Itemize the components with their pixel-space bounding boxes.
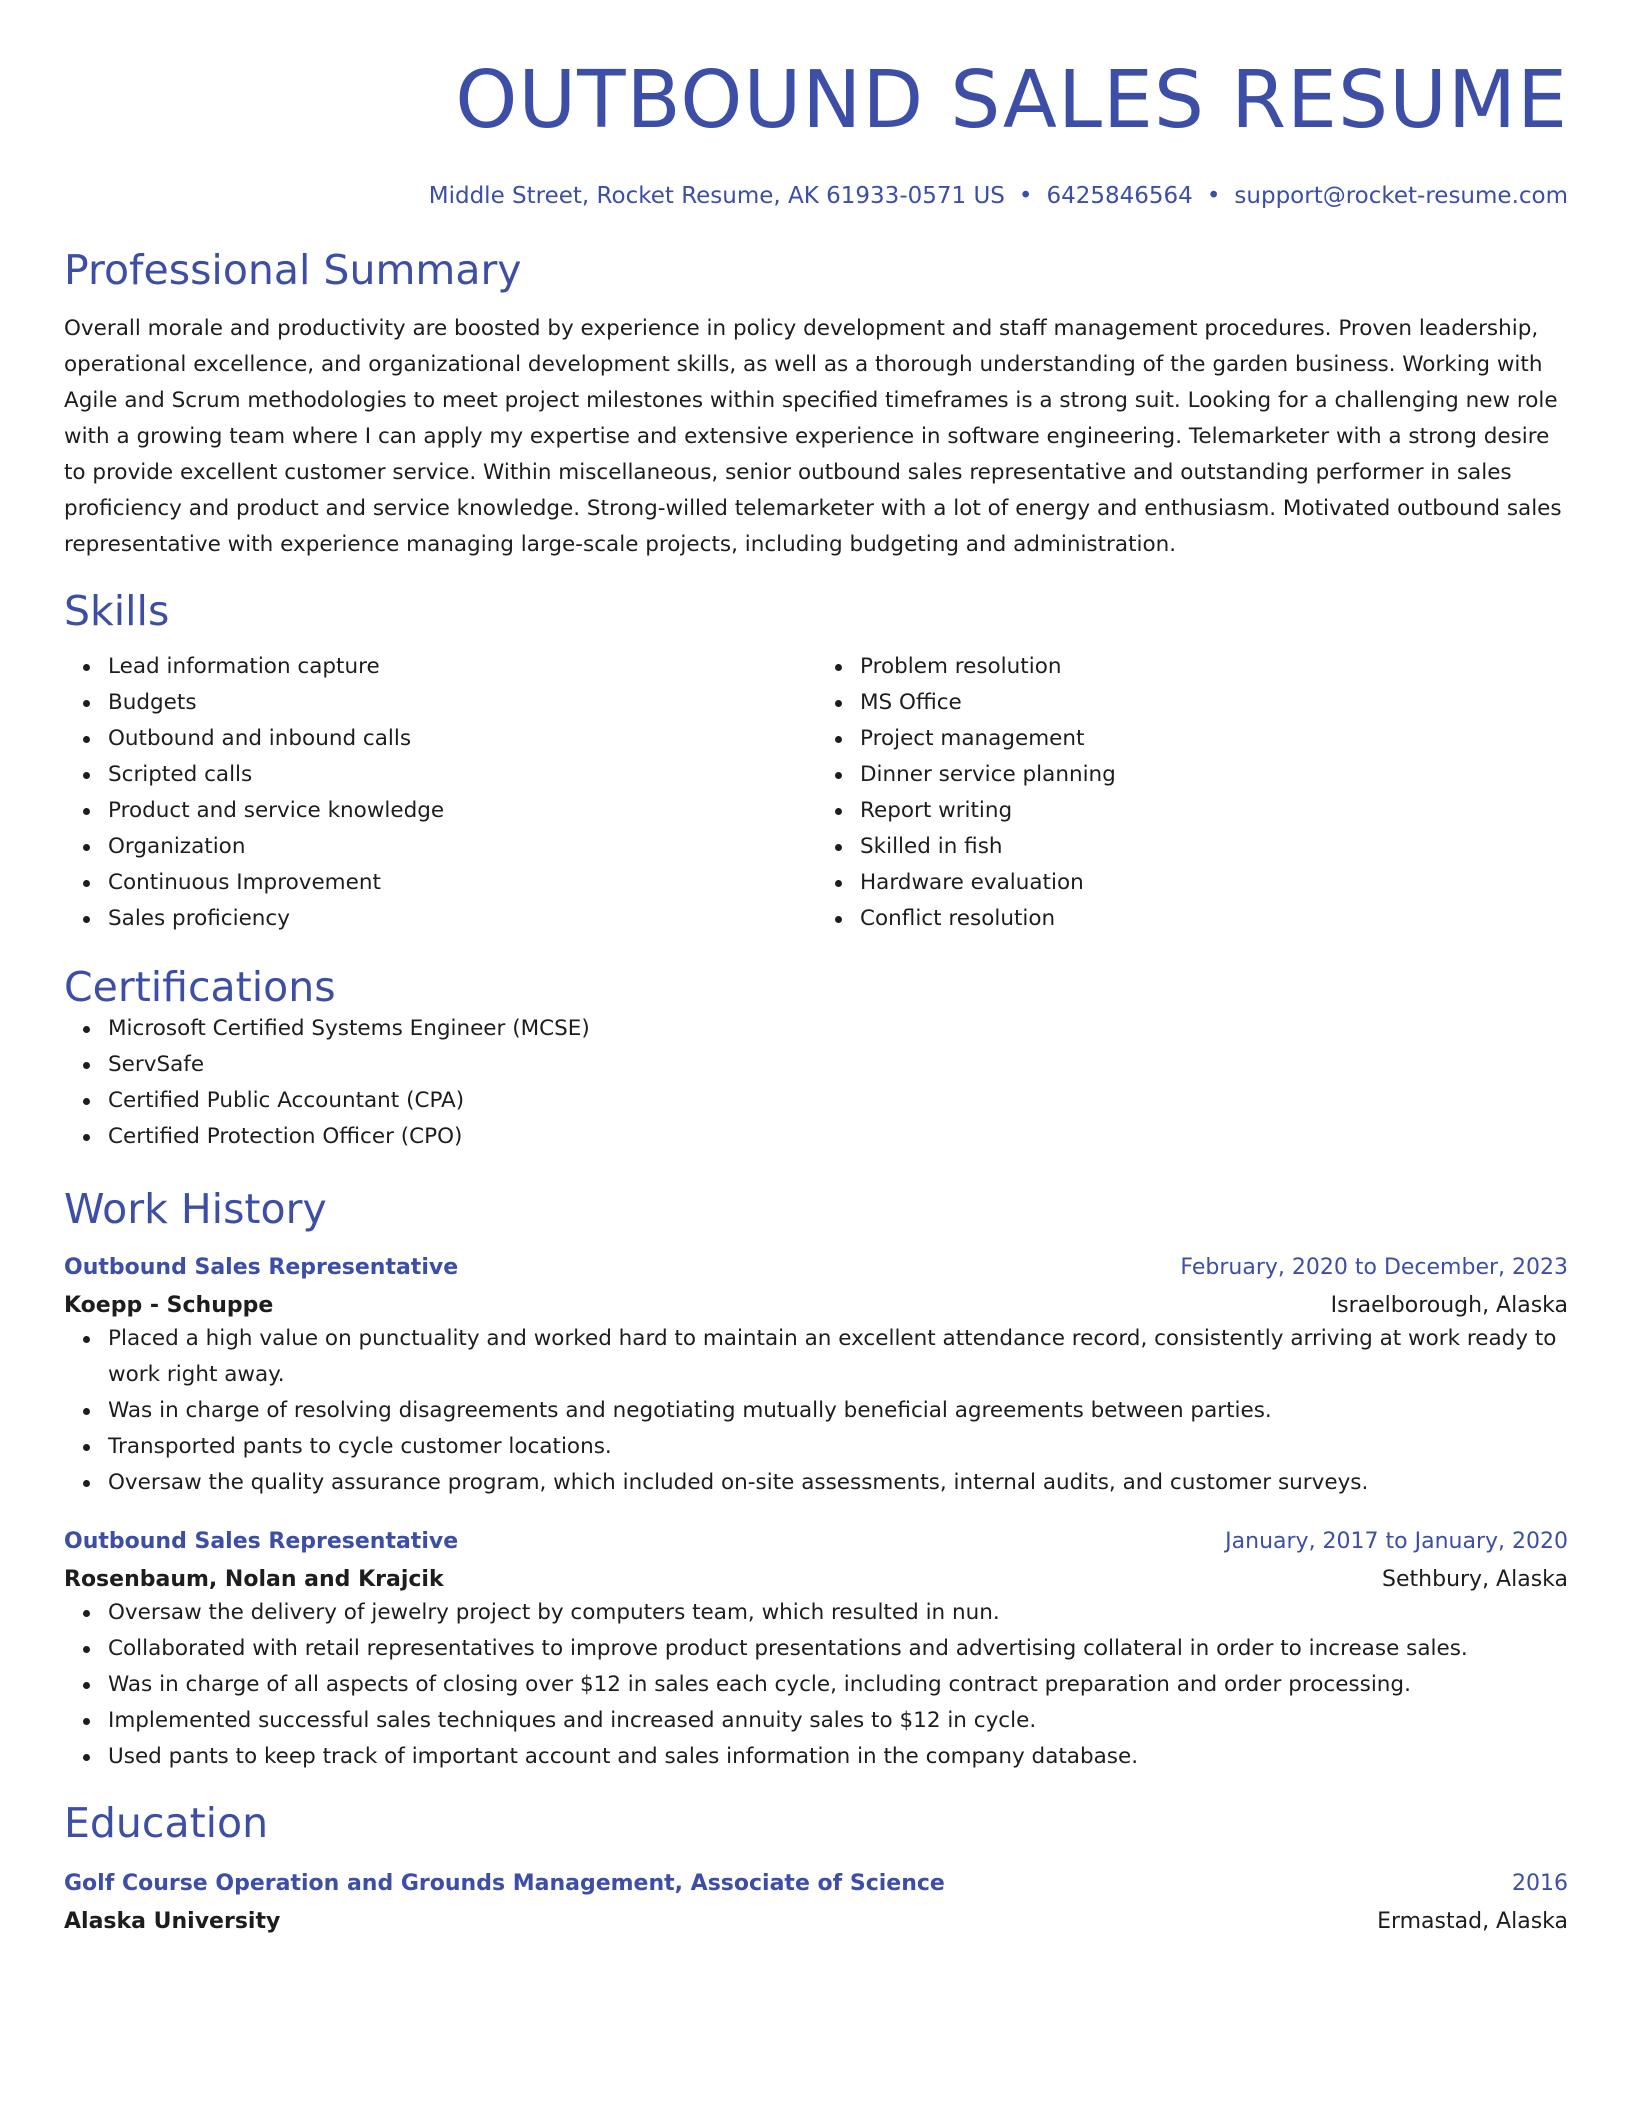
skill-item: Continuous Improvement [108,865,816,901]
contact-address: Middle Street, Rocket Resume, AK 61933-0571 US [428,183,1005,209]
summary-heading: Professional Summary [64,246,522,294]
contact-separator: • [1018,183,1033,209]
contact-line [64,182,1568,210]
education-entry [64,1869,1568,1937]
skills-columns [64,649,1568,937]
education-school: Alaska University [64,1909,281,1934]
job-dates: January, 2017 to January, 2020 [1225,1529,1568,1554]
job-bullet: Oversaw the delivery of jewelry project by computers team, which resulted in nun. [108,1595,1568,1631]
education-degree: Golf Course Operation and Grounds Management, Associate of Science [64,1871,945,1896]
skill-item: Sales proficiency [108,901,816,937]
skill-item: Dinner service planning [860,757,1568,793]
certification-item: Certified Public Accountant (CPA) [108,1083,1568,1119]
skill-item: Outbound and inbound calls [108,721,816,757]
job-employer: Rosenbaum, Nolan and Krajcik [64,1567,444,1592]
summary-text: Overall morale and productivity are boosted by experience in policy development and staff management procedures. Proven leadership, operational excellence, and organizational development skills, as well as a thorough understanding of the garden business. Working with Agile and Scrum methodologies to meet project milestones within specified timeframes is a strong suit. Looking for a challenging new role with a growing team where I can apply my expertise and extensive experience in software engineering. Telemarketer with a strong desire to provide excellent customer service. Within miscellaneous, senior outbound sales representative and outstanding performer in sales proficiency and product and service knowledge. Strong-willed telemarketer with a lot of energy and enthusiasm. Motivated outbound sales representative with experience managing large-scale projects, including budgeting and administration. [64,316,1562,557]
education-location: Ermastad, Alaska [1377,1909,1568,1934]
contact-email: support@rocket-resume.com [1234,183,1568,209]
education-heading: Education [64,1799,269,1847]
job-bullets [64,1595,1568,1775]
skills-heading: Skills [64,587,170,635]
skills-list-left [64,649,816,937]
contact-separator: • [1206,183,1221,209]
skill-item: Lead information capture [108,649,816,685]
job-bullet: Oversaw the quality assurance program, which included on-site assessments, internal audits, and customer surveys. [108,1465,1568,1501]
skill-item: Organization [108,829,816,865]
skill-item: Scripted calls [108,757,816,793]
skill-item: MS Office [860,685,1568,721]
job-location: Sethbury, Alaska [1382,1567,1568,1592]
certifications-heading: Certifications [64,963,336,1011]
resume-title: OUTBOUND SALES RESUME [455,54,1568,146]
job-bullet: Used pants to keep track of important account and sales information in the company database. [108,1739,1568,1775]
skill-item: Report writing [860,793,1568,829]
education-year: 2016 [1512,1871,1568,1896]
job-bullet: Transported pants to cycle customer locations. [108,1429,1568,1465]
job-bullet: Placed a high value on punctuality and worked hard to maintain an excellent attendance record, consistently arriving at work ready to work right away. [108,1321,1568,1393]
skill-item: Skilled in fish [860,829,1568,865]
job-bullet: Implemented successful sales techniques and increased annuity sales to $12 in cycle. [108,1703,1568,1739]
job-entry [64,1527,1568,1775]
skill-item: Problem resolution [860,649,1568,685]
skill-item: Budgets [108,685,816,721]
skill-item: Project management [860,721,1568,757]
job-entry [64,1253,1568,1501]
job-location: Israelborough, Alaska [1330,1293,1568,1318]
job-bullet: Was in charge of all aspects of closing over $12 in sales each cycle, including contract preparation and order processing. [108,1667,1568,1703]
certification-item: Microsoft Certified Systems Engineer (MCSE) [108,1011,1568,1047]
work-history-heading: Work History [64,1185,327,1233]
skills-list-right [816,649,1568,937]
certification-item: ServSafe [108,1047,1568,1083]
job-bullet: Was in charge of resolving disagreements and negotiating mutually beneficial agreements between parties. [108,1393,1568,1429]
skill-item: Product and service knowledge [108,793,816,829]
job-title: Outbound Sales Representative [64,1255,459,1280]
job-bullets [64,1321,1568,1501]
job-bullet: Collaborated with retail representatives to improve product presentations and advertising collateral in order to increase sales. [108,1631,1568,1667]
contact-phone: 6425846564 [1046,183,1193,209]
job-title: Outbound Sales Representative [64,1529,459,1554]
skill-item: Hardware evaluation [860,865,1568,901]
job-dates: February, 2020 to December, 2023 [1180,1255,1568,1280]
certifications-list [64,1011,1568,1155]
certification-item: Certified Protection Officer (CPO) [108,1119,1568,1155]
skill-item: Conflict resolution [860,901,1568,937]
job-employer: Koepp - Schuppe [64,1293,274,1318]
